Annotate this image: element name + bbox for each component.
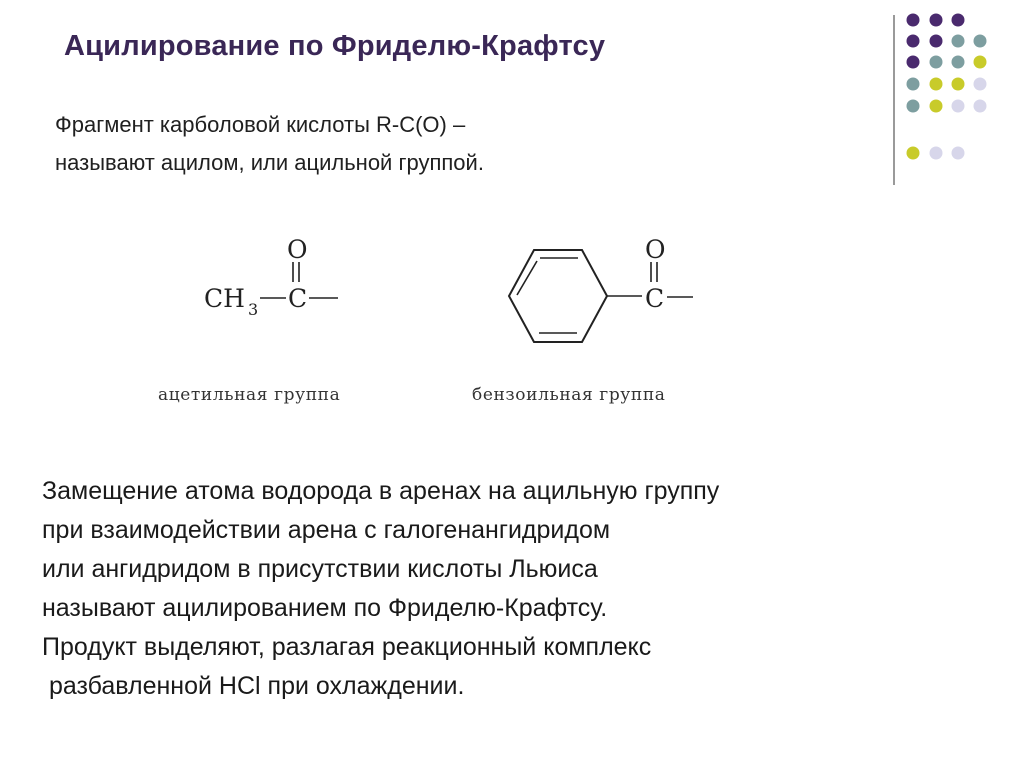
benzoyl-oxygen-label: O	[645, 235, 666, 264]
body-line-6: разбавленной HCl при охлаждении.	[42, 672, 465, 700]
intro-line-1: Фрагмент карболовой кислоты R-C(O) –	[55, 112, 466, 137]
acetyl-carbon-label: C	[288, 284, 308, 313]
slide-title: Ацилирование по Фриделю-Крафтсу	[64, 30, 606, 62]
benzoyl-carbon-label: C	[645, 284, 665, 313]
acetyl-oxygen-label: O	[287, 235, 308, 264]
benzoyl-structure	[509, 235, 693, 342]
body-line-3: или ангидридом в присутствии кислоты Льюиса	[42, 555, 598, 583]
acetyl-subscript-label: 3	[248, 300, 259, 319]
body-line-2: при взаимодействии арена с галогенангидридом	[42, 516, 611, 544]
benzene-inner-bond-left	[517, 261, 537, 295]
body-text	[42, 472, 719, 706]
body-line-4: называют ацилированием по Фриделю-Крафтсу.	[42, 594, 608, 622]
acetyl-caption: ацетильная группа	[158, 385, 341, 405]
body-line-5: Продукт выделяют, разлагая реакционный комплекс	[42, 633, 652, 661]
acetyl-structure	[204, 235, 338, 319]
body-line-1: Замещение атома водорода в аренах на ацильную группу	[42, 477, 720, 505]
intro-line-2: называют ацилом, или ацильной группой.	[55, 150, 484, 175]
acetyl-ch-label: CH	[204, 284, 245, 313]
benzoyl-caption: бензоильная группа	[472, 385, 666, 405]
benzene-ring	[509, 250, 607, 342]
